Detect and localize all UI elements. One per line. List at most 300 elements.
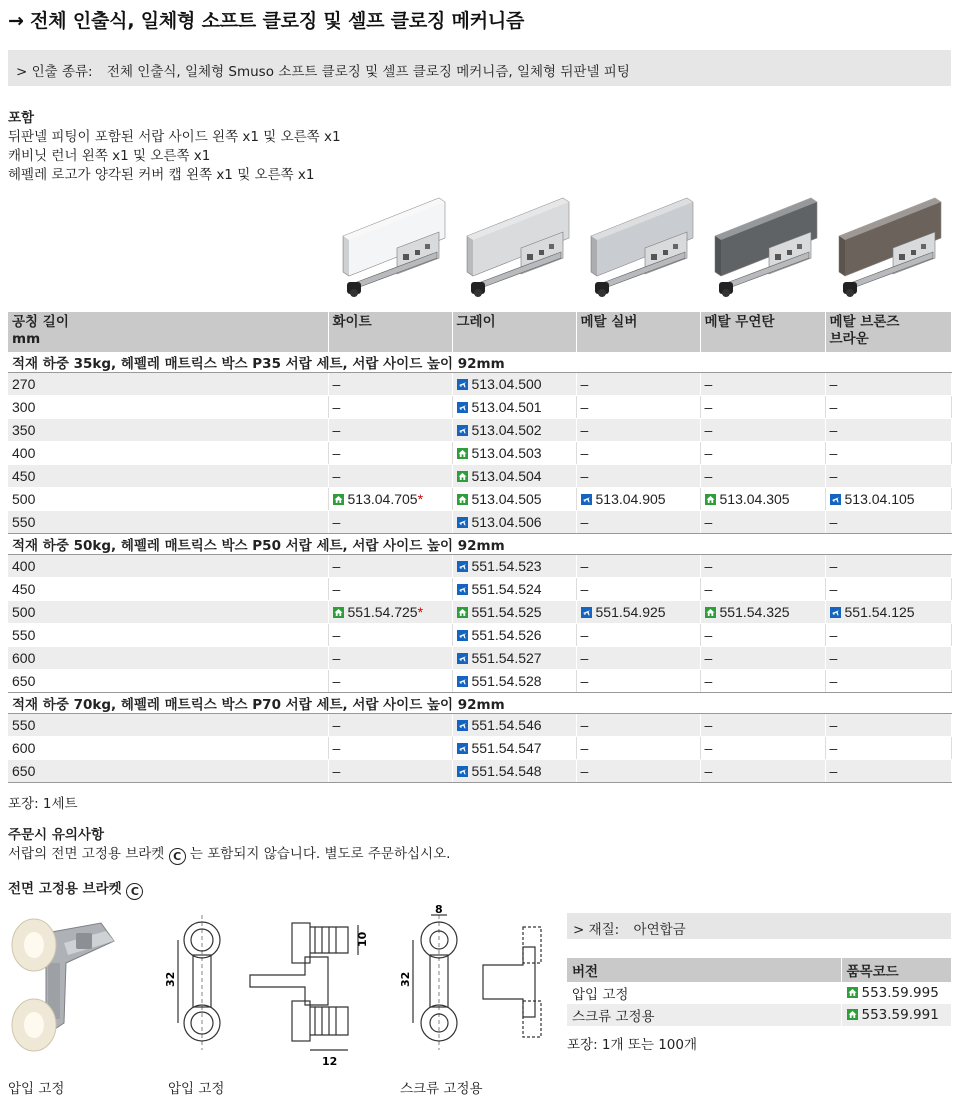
table-row (8, 419, 951, 442)
cell-text: – (332, 763, 341, 779)
empty-cell (328, 670, 452, 693)
cell-text: – (580, 673, 589, 689)
empty-cell (576, 714, 700, 737)
cell-text: – (704, 376, 713, 392)
includes-heading: 포함 (8, 110, 35, 126)
cell-text: – (580, 650, 589, 666)
in-stock-icon (847, 1008, 858, 1019)
cell-text: – (704, 514, 713, 530)
empty-cell (576, 373, 700, 396)
cell-text: – (332, 558, 341, 574)
in-stock-icon (847, 986, 858, 997)
order-notes-heading: 주문시 유의사항 (8, 827, 104, 843)
empty-cell (700, 373, 825, 396)
item-code-cell[interactable] (452, 511, 576, 534)
length-cell (8, 760, 328, 783)
section-row (8, 693, 951, 714)
cell-text: – (829, 468, 838, 484)
item-code-cell[interactable] (452, 760, 576, 783)
cell-text: – (580, 445, 589, 461)
cell-text: – (829, 581, 838, 597)
cell-text: 550 (12, 514, 36, 530)
item-code-header: 품목코드 (841, 958, 951, 982)
bracket-photo (6, 903, 126, 1063)
in-stock-icon (705, 605, 716, 616)
empty-cell (825, 511, 951, 534)
empty-cell (825, 737, 951, 760)
empty-cell (576, 511, 700, 534)
drawer-image-metal-bronze-brown (835, 196, 943, 304)
length-cell (8, 465, 328, 488)
dim-32: 32 (399, 971, 412, 987)
item-code-cell[interactable] (452, 396, 576, 419)
version-header-row (567, 958, 951, 982)
cell-text: – (332, 627, 341, 643)
item-code-text: 553.59.995 (861, 985, 939, 1001)
item-code-cell[interactable] (452, 714, 576, 737)
item-code-cell[interactable] (328, 601, 452, 624)
empty-cell (328, 737, 452, 760)
table-row (8, 396, 951, 419)
version-table (567, 958, 952, 1026)
length-cell (8, 511, 328, 534)
order-notes-text (8, 845, 450, 865)
cell-text: 350 (12, 422, 36, 438)
in-stock-icon (457, 469, 468, 480)
cell-text: – (829, 514, 838, 530)
shipping-icon (581, 492, 592, 503)
item-code-text: 513.04.500 (471, 376, 542, 392)
cell-text: – (332, 468, 341, 484)
item-code-cell[interactable] (452, 488, 576, 511)
shipping-icon (457, 628, 468, 639)
item-code-text: 553.59.991 (861, 1007, 939, 1023)
table-row (8, 601, 951, 624)
item-code-text: 551.54.524 (471, 581, 542, 597)
drawer-type-value: 전체 인출식, 일체형 Smuso 소프트 클로징 및 셀프 클로징 메커니즘, 일체형 뒤판넬 피팅 (106, 64, 630, 80)
bracket-symbol-c: C (169, 848, 186, 865)
item-code-text: 513.04.105 (844, 491, 915, 507)
length-cell (8, 396, 328, 419)
shipping-icon (457, 741, 468, 752)
item-code-cell[interactable] (576, 601, 700, 624)
material-label: > 재질: (573, 922, 620, 938)
table-row (8, 624, 951, 647)
order-notes-text-before: 서랍의 전면 고정용 브라켓 (8, 846, 165, 862)
footnote-star: * (417, 491, 424, 507)
version-name: 압입 고정 (567, 982, 841, 1004)
item-code-text: 513.04.505 (471, 491, 542, 507)
empty-cell (700, 714, 825, 737)
in-stock-icon (457, 492, 468, 503)
table-row (8, 714, 951, 737)
empty-cell (700, 511, 825, 534)
empty-cell (328, 647, 452, 670)
shipping-icon (581, 605, 592, 616)
length-cell (8, 670, 328, 693)
cell-text: – (580, 514, 589, 530)
cell-text: – (580, 422, 589, 438)
cell-text: – (829, 558, 838, 574)
includes-block (8, 109, 341, 185)
empty-cell (576, 737, 700, 760)
item-code-cell[interactable] (576, 488, 700, 511)
cell-text: – (829, 445, 838, 461)
item-code-cell[interactable] (700, 488, 825, 511)
item-code-text: 513.04.502 (471, 422, 542, 438)
empty-cell (825, 465, 951, 488)
drawer-image-white (339, 196, 447, 304)
cell-text: – (704, 627, 713, 643)
empty-cell (576, 419, 700, 442)
cell-text: – (580, 740, 589, 756)
cell-text: – (580, 468, 589, 484)
empty-cell (328, 373, 452, 396)
empty-cell (700, 578, 825, 601)
order-notes (8, 826, 450, 865)
item-code-cell[interactable] (452, 647, 576, 670)
cell-text: – (829, 650, 838, 666)
cell-text: – (704, 740, 713, 756)
bracket-packing-info: 포장: 1개 또는 100개 (567, 1037, 698, 1053)
empty-cell (576, 442, 700, 465)
cell-text: 450 (12, 468, 36, 484)
dim-32: 32 (164, 971, 177, 987)
in-stock-icon (333, 492, 344, 503)
item-code-text: 551.54.547 (471, 740, 542, 756)
empty-cell (328, 442, 452, 465)
cell-text: – (332, 376, 341, 392)
cell-text: 500 (12, 491, 36, 507)
shipping-icon (457, 377, 468, 388)
table-row (8, 511, 951, 534)
cell-text: – (829, 627, 838, 643)
table-row (8, 647, 951, 670)
section-title: 적재 하중 50kg, 헤펠레 매트릭스 박스 P50 서랍 세트, 서랍 사이드 높이 92mm (8, 534, 951, 555)
bracket-drawing-press-in (160, 905, 370, 1070)
cell-text: – (332, 581, 341, 597)
table-row (8, 373, 951, 396)
material-value: 아연합금 (633, 922, 686, 938)
shipping-icon (457, 674, 468, 685)
cell-text: – (332, 514, 341, 530)
empty-cell (328, 419, 452, 442)
footnote-star: * (417, 604, 424, 620)
shipping-icon (457, 718, 468, 729)
section-row (8, 352, 951, 373)
finish-header: 그레이 (452, 312, 576, 352)
cell-text: – (332, 673, 341, 689)
cell-text: – (332, 399, 341, 415)
cell-text: – (829, 717, 838, 733)
cell-text: – (829, 376, 838, 392)
in-stock-icon (457, 446, 468, 457)
cell-text: 550 (12, 717, 36, 733)
empty-cell (328, 465, 452, 488)
empty-cell (700, 442, 825, 465)
cell-text: – (704, 717, 713, 733)
item-code-cell[interactable] (452, 555, 576, 578)
item-code-text: 551.54.548 (471, 763, 542, 779)
empty-cell (825, 555, 951, 578)
version-row (567, 1004, 951, 1026)
cell-text: – (829, 422, 838, 438)
cell-text: – (829, 763, 838, 779)
empty-cell (825, 624, 951, 647)
empty-cell (576, 555, 700, 578)
finish-header: 화이트 (328, 312, 452, 352)
empty-cell (700, 760, 825, 783)
table-row (8, 442, 951, 465)
cell-text: 650 (12, 763, 36, 779)
item-code-cell[interactable] (825, 488, 951, 511)
item-code-text: 513.04.501 (471, 399, 542, 415)
section-title: 적재 하중 35kg, 헤펠레 매트릭스 박스 P35 서랍 세트, 서랍 사이드 높이 92mm (8, 352, 951, 373)
drawer-type-box (8, 50, 951, 86)
table-row (8, 488, 951, 511)
item-code-text: 513.04.506 (471, 514, 542, 530)
packing-info: 포장: 1세트 (8, 796, 78, 812)
empty-cell (700, 624, 825, 647)
cell-text: – (704, 445, 713, 461)
item-code[interactable] (841, 1004, 951, 1026)
item-code-cell[interactable] (452, 373, 576, 396)
cell-text: – (704, 673, 713, 689)
dim-8: 8 (435, 905, 443, 916)
item-code-text: 513.04.504 (471, 468, 542, 484)
item-code-cell[interactable] (452, 578, 576, 601)
empty-cell (825, 714, 951, 737)
empty-cell (328, 760, 452, 783)
cell-text: 400 (12, 558, 36, 574)
empty-cell (576, 396, 700, 419)
item-code-cell[interactable] (452, 419, 576, 442)
cell-text: – (332, 422, 341, 438)
item-code-text: 551.54.546 (471, 717, 542, 733)
drawer-image-metal-anthracite (711, 196, 819, 304)
empty-cell (328, 578, 452, 601)
item-code-text: 551.54.525 (471, 604, 542, 620)
length-cell (8, 373, 328, 396)
empty-cell (700, 419, 825, 442)
order-notes-text-after: 는 포함되지 않습니다. 별도로 주문하십시오. (189, 846, 451, 862)
cell-text: – (704, 422, 713, 438)
bracket-symbol-c: C (126, 883, 143, 900)
cell-text: – (580, 399, 589, 415)
item-code-text: 513.04.905 (595, 491, 666, 507)
cell-text: – (704, 650, 713, 666)
item-code-text: 551.54.925 (595, 604, 666, 620)
section-row (8, 534, 951, 555)
length-cell (8, 488, 328, 511)
in-stock-icon (333, 605, 344, 616)
length-cell (8, 737, 328, 760)
item-code-text: 513.04.705 (347, 491, 418, 507)
empty-cell (700, 647, 825, 670)
item-code-cell[interactable] (452, 670, 576, 693)
in-stock-icon (705, 492, 716, 503)
page-title: → 전체 인출식, 일체형 소프트 클로징 및 셀프 클로징 메커니즘 (8, 10, 525, 32)
empty-cell (700, 555, 825, 578)
length-cell (8, 555, 328, 578)
cell-text: 270 (12, 376, 36, 392)
cell-text: 400 (12, 445, 36, 461)
item-code-cell[interactable] (452, 442, 576, 465)
empty-cell (825, 442, 951, 465)
table-row (8, 555, 951, 578)
cell-text: – (580, 717, 589, 733)
empty-cell (328, 555, 452, 578)
length-cell (8, 647, 328, 670)
includes-line: 뒤판넬 피팅이 포함된 서랍 사이드 왼쪽 x1 및 오른쪽 x1 (8, 129, 341, 145)
empty-cell (576, 647, 700, 670)
empty-cell (825, 419, 951, 442)
cell-text: – (829, 399, 838, 415)
empty-cell (825, 396, 951, 419)
cell-text: – (580, 763, 589, 779)
cell-text: – (829, 740, 838, 756)
empty-cell (328, 624, 452, 647)
cell-text: – (580, 376, 589, 392)
cell-text: 600 (12, 740, 36, 756)
length-cell (8, 714, 328, 737)
cell-text: – (332, 445, 341, 461)
length-cell (8, 578, 328, 601)
empty-cell (576, 465, 700, 488)
finish-header: 메탈 무연탄 (700, 312, 825, 352)
item-code-text: 551.54.725 (347, 604, 418, 620)
caption-photo: 압입 고정 (8, 1081, 65, 1097)
empty-cell (825, 760, 951, 783)
empty-cell (328, 511, 452, 534)
item-code-cell[interactable] (452, 601, 576, 624)
shipping-icon (457, 582, 468, 593)
item-code[interactable] (841, 982, 951, 1004)
empty-cell (576, 578, 700, 601)
empty-cell (576, 624, 700, 647)
empty-cell (700, 465, 825, 488)
cell-text: 300 (12, 399, 36, 415)
cell-text: – (332, 650, 341, 666)
empty-cell (825, 647, 951, 670)
section-title: 적재 하중 70kg, 헤펠레 매트릭스 박스 P70 서랍 세트, 서랍 사이드 높이 92mm (8, 693, 951, 714)
empty-cell (576, 670, 700, 693)
empty-cell (825, 670, 951, 693)
table-row (8, 578, 951, 601)
item-code-text: 551.54.125 (844, 604, 915, 620)
table-row (8, 760, 951, 783)
caption-press-in: 압입 고정 (168, 1081, 225, 1097)
shipping-icon (830, 492, 841, 503)
table-row (8, 465, 951, 488)
finish-header: 메탈 실버 (576, 312, 700, 352)
shipping-icon (457, 515, 468, 526)
length-cell (8, 601, 328, 624)
cell-text: – (704, 399, 713, 415)
item-code-cell[interactable] (452, 465, 576, 488)
dim-12: 12 (322, 1055, 338, 1068)
item-code-text: 551.54.527 (471, 650, 542, 666)
bracket-drawing-screw (395, 905, 560, 1070)
cell-text: 500 (12, 604, 36, 620)
product-table (8, 312, 952, 783)
cell-text: 600 (12, 650, 36, 666)
item-code-text: 513.04.503 (471, 445, 542, 461)
item-code-text: 513.04.305 (719, 491, 790, 507)
length-cell (8, 419, 328, 442)
cell-text: – (580, 558, 589, 574)
cell-text: – (704, 763, 713, 779)
item-code-cell[interactable] (700, 601, 825, 624)
shipping-icon (830, 605, 841, 616)
cell-text: – (580, 627, 589, 643)
cell-text: – (704, 581, 713, 597)
shipping-icon (457, 423, 468, 434)
material-box (567, 913, 951, 939)
bracket-title (8, 877, 143, 900)
includes-line: 캐비닛 런너 왼쪽 x1 및 오른쪽 x1 (8, 148, 211, 164)
cell-text: 650 (12, 673, 36, 689)
includes-line: 헤펠레 로고가 양각된 커버 캡 왼쪽 x1 및 오른쪽 x1 (8, 167, 315, 183)
item-code-cell[interactable] (825, 601, 951, 624)
version-header: 버전 (567, 958, 841, 982)
table-header-row (8, 312, 951, 352)
item-code-cell[interactable] (452, 624, 576, 647)
shipping-icon (457, 559, 468, 570)
cell-text: – (704, 468, 713, 484)
drawer-type-label: > 인출 종류: (16, 64, 93, 80)
length-header: 공칭 길이 mm (8, 312, 328, 352)
table-row (8, 737, 951, 760)
empty-cell (700, 396, 825, 419)
empty-cell (576, 760, 700, 783)
item-code-text: 551.54.523 (471, 558, 542, 574)
drawer-image-grey (463, 196, 571, 304)
item-code-text: 551.54.526 (471, 627, 542, 643)
cell-text: – (704, 558, 713, 574)
item-code-cell[interactable] (328, 488, 452, 511)
dim-10: 10 (356, 931, 369, 947)
empty-cell (825, 373, 951, 396)
cell-text: – (332, 740, 341, 756)
empty-cell (700, 737, 825, 760)
bracket-title-text: 전면 고정용 브라켓 (8, 881, 122, 897)
empty-cell (825, 578, 951, 601)
finish-header: 메탈 브론즈 브라운 (825, 312, 951, 352)
caption-screw: 스크류 고정용 (400, 1081, 483, 1097)
empty-cell (328, 396, 452, 419)
cell-text: 550 (12, 627, 36, 643)
cell-text: 450 (12, 581, 36, 597)
empty-cell (328, 714, 452, 737)
shipping-icon (457, 400, 468, 411)
empty-cell (700, 670, 825, 693)
shipping-icon (457, 764, 468, 775)
shipping-icon (457, 651, 468, 662)
item-code-text: 551.54.325 (719, 604, 790, 620)
version-name: 스크류 고정용 (567, 1004, 841, 1026)
length-cell (8, 442, 328, 465)
cell-text: – (829, 673, 838, 689)
in-stock-icon (457, 605, 468, 616)
cell-text: – (332, 717, 341, 733)
table-row (8, 670, 951, 693)
item-code-cell[interactable] (452, 737, 576, 760)
length-cell (8, 624, 328, 647)
cell-text: – (580, 581, 589, 597)
drawer-image-metal-silver (587, 196, 695, 304)
item-code-text: 551.54.528 (471, 673, 542, 689)
